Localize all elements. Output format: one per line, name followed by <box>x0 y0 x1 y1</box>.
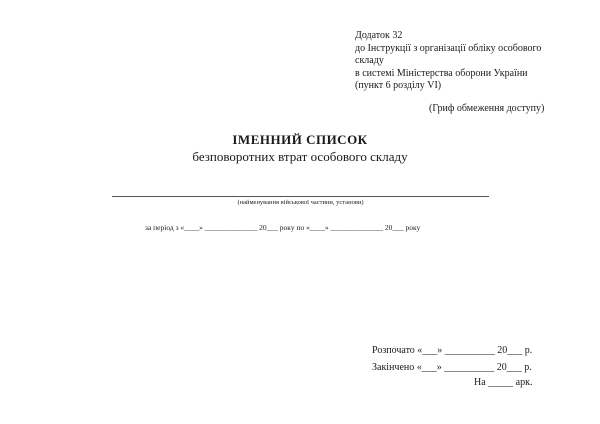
document-subtitle: безповоротних втрат особового складу <box>192 149 408 164</box>
started-date-line: Розпочато «___» __________ 20___ р. <box>372 345 533 356</box>
period-line: за період з «____» ______________ 20___ року по «____» ______________ 20___ року <box>145 223 421 232</box>
document-title: ІМЕННИЙ СПИСОК <box>232 132 368 147</box>
annex-reference <box>355 30 590 93</box>
annex-line: до Інструкції з організації обліку особового <box>355 42 542 54</box>
annex-line: Додаток 32 <box>355 30 403 41</box>
annex-line: складу <box>355 55 384 66</box>
sheet-count-line: На _____ арк. <box>474 377 533 388</box>
finished-date-line: Закінчено «___» __________ 20___ р. <box>372 362 532 373</box>
access-restriction-stamp: (Гриф обмеження доступу) <box>429 103 545 114</box>
unit-name-caption: (найменування військової частини, установи) <box>237 199 364 206</box>
annex-line: в системі Міністерства оборони України <box>355 67 528 79</box>
annex-line: (пункт 6 розділу VI) <box>355 80 442 91</box>
unit-name-field-line <box>112 196 489 197</box>
